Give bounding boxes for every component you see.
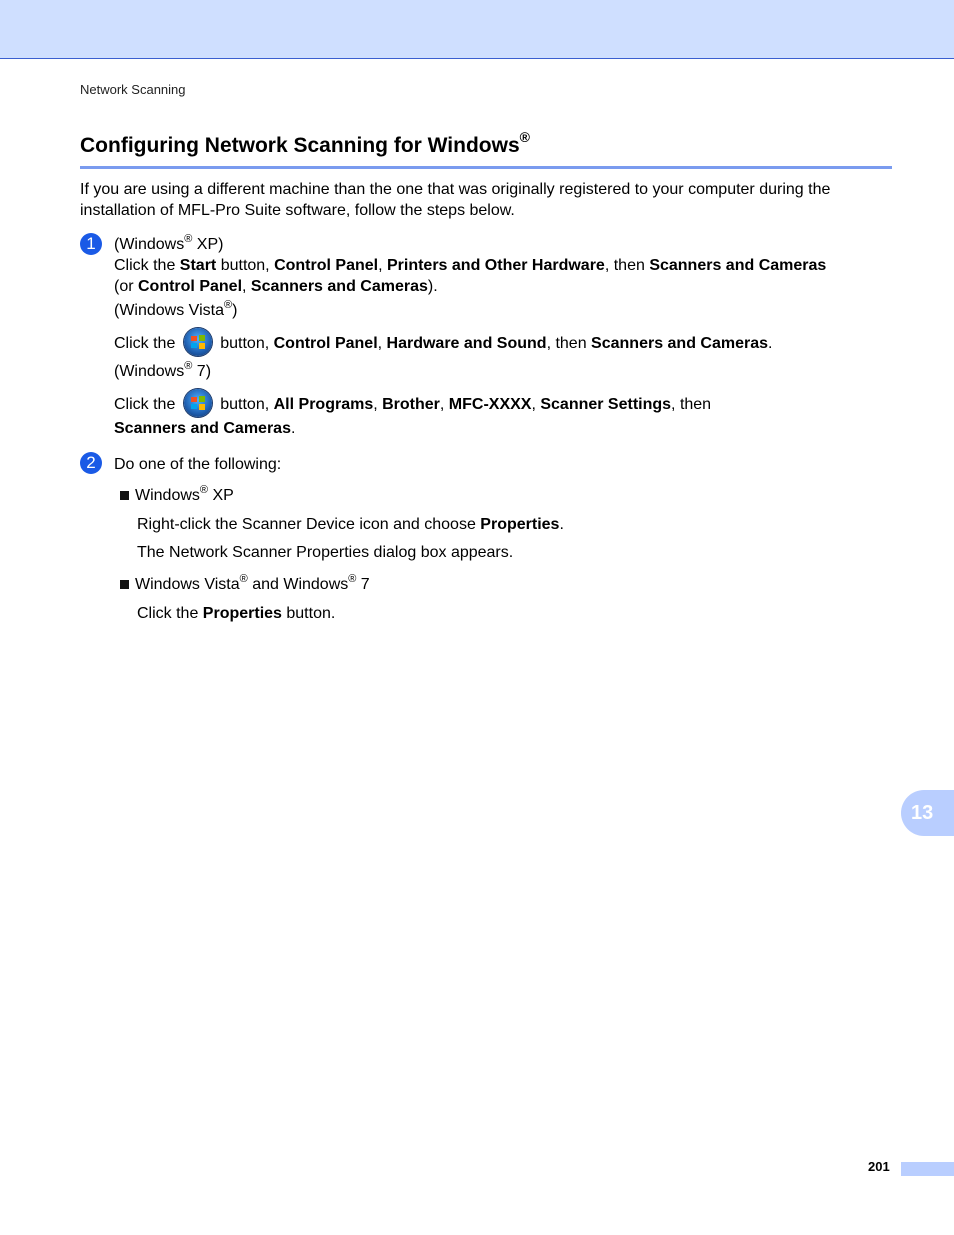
section-title: Configuring Network Scanning for Windows® <box>80 129 530 157</box>
chapter-tab: 13 <box>901 790 954 836</box>
step1-xp-line1: Click the Start button, Control Panel, Printers and Other Hardware, then Scanners and Cameras <box>114 257 827 274</box>
page-number: 201 <box>868 1159 890 1174</box>
windows-start-orb-icon <box>184 389 212 417</box>
windows-start-orb-icon <box>184 328 212 356</box>
step1-xp-label: (Windows® XP) <box>114 232 224 253</box>
running-head: Network Scanning <box>80 82 186 97</box>
step-2-numbered-circle-icon: 2 <box>80 452 102 474</box>
step1-w7-label: (Windows® 7) <box>114 359 212 380</box>
step2-bullet-xp-line1: Right-click the Scanner Device icon and choose Properties. <box>137 516 564 533</box>
step1-vista-label: (Windows Vista®) <box>114 298 238 319</box>
step1-w7-line2: Scanners and Cameras. <box>114 420 296 437</box>
square-bullet-icon <box>120 491 129 500</box>
step2-bullet-vista7-label: Windows Vista® and Windows® 7 <box>120 575 370 596</box>
step-1-numbered-circle-icon: 1 <box>80 233 102 255</box>
step2-text: Do one of the following: <box>114 456 282 473</box>
step1-w7-line1: Click the button, All Programs, Brother, MFC-XXXX, Scanner Settings, then <box>114 391 711 419</box>
title-underline <box>80 166 892 169</box>
top-header-band <box>0 0 954 59</box>
step2-bullet-xp-line2: The Network Scanner Properties dialog box appears. <box>137 544 514 561</box>
step1-xp-line2: (or Control Panel, Scanners and Cameras). <box>114 278 438 295</box>
square-bullet-icon <box>120 580 129 589</box>
step2-bullet-xp-label: Windows® XP <box>120 486 234 507</box>
step1-vista-line: Click the button, Control Panel, Hardware and Sound, then Scanners and Cameras. <box>114 330 772 358</box>
step2-bullet-vista7-line1: Click the Properties button. <box>137 605 336 622</box>
intro-paragraph: If you are using a different machine than the one that was originally registered to your computer during the installation of MFL-Pro Suite software, follow the steps below. <box>80 181 831 219</box>
footer-bar <box>901 1162 954 1176</box>
